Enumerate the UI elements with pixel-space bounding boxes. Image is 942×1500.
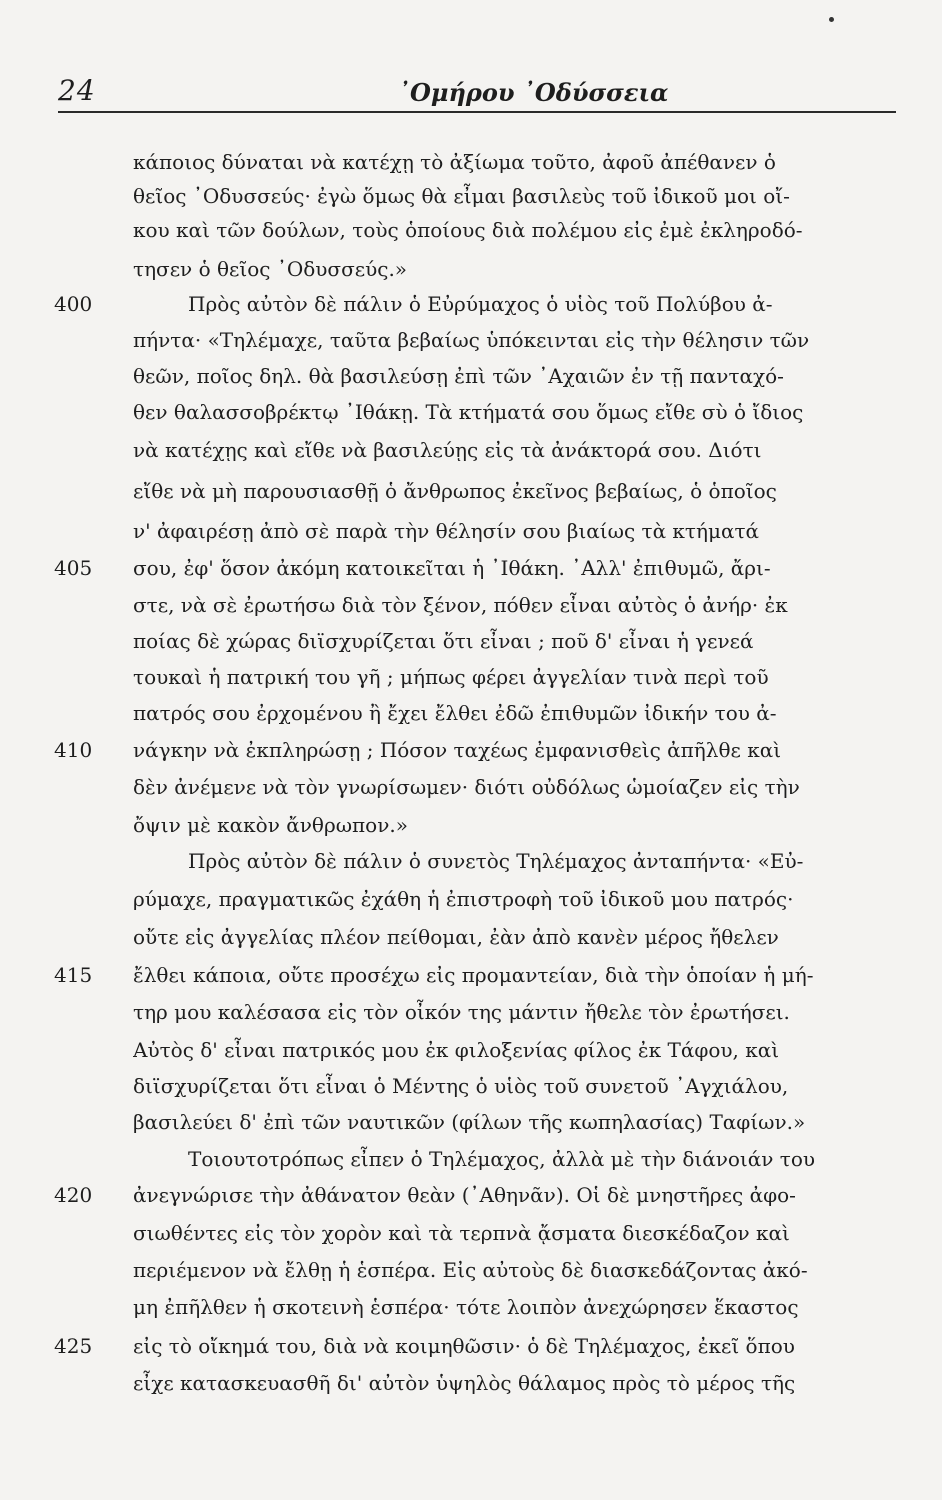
text-line: θεῖος ᾿Οδυσσεύς· ἐγὼ ὅμως θὰ εἶμαι βασιλεὺς τοῦ ἰδικοῦ μοι οἴ- — [133, 184, 790, 208]
line-number: 400 — [54, 292, 93, 316]
text-line: ἀνεγνώρισε τὴν ἀθάνατον θεὰν (᾿Αθηνᾶν). Οἱ δὲ μνηστῆρες ἀφο- — [133, 1183, 796, 1207]
text-line: οὔτε εἰς ἀγγελίας πλέον πείθομαι, ἐὰν ἀπὸ κανὲν μέρος ἤθελεν — [133, 925, 779, 949]
text-line: διϊσχυρίζεται ὅτι εἶναι ὁ Μέντης ὁ υἱὸς τοῦ συνετοῦ ᾿Αγχιάλου, — [133, 1074, 789, 1098]
text-line: κου καὶ τῶν δούλων, τοὺς ὁποίους διὰ πολέμου εἰς ἐμὲ ἐκληροδό- — [133, 218, 803, 242]
text-line: νὰ κατέχῃς καὶ εἴθε νὰ βασιλεύῃς εἰς τὰ ἀνάκτορά σου. Διότι — [133, 438, 762, 462]
text-line: τησεν ὁ θεῖος ᾿Οδυσσεύς.» — [133, 257, 408, 281]
text-line: θεῶν, ποῖος δηλ. θὰ βασιλεύσῃ ἐπὶ τῶν ᾿Αχαιῶν ἐν τῇ πανταχό- — [133, 364, 784, 388]
text-line: πήντα· «Τηλέμαχε, ταῦτα βεβαίως ὑπόκεινται εἰς τὴν θέλησιν τῶν — [133, 328, 810, 352]
text-line: δὲν ἀνέμενε νὰ τὸν γνωρίσωμεν· διότι οὐδόλως ὡμοίαζεν εἰς τὴν — [133, 775, 800, 799]
text-line: στε, νὰ σὲ ἐρωτήσω διὰ τὸν ξένον, πόθεν εἶναι αὐτὸς ὁ ἀνήρ· ἐκ — [133, 593, 788, 617]
text-line: κάποιος δύναται νὰ κατέχῃ τὸ ἀξίωμα τοῦτο, ἀφοῦ ἀπέθανεν ὁ — [133, 150, 776, 174]
text-line: εἶχε κατασκευασθῆ δι' αὐτὸν ὑψηλὸς θάλαμος πρὸς τὸ μέρος τῆς — [133, 1371, 796, 1395]
text-line: Πρὸς αὐτὸν δὲ πάλιν ὁ Εὐρύμαχος ὁ υἱὸς τοῦ Πολύβου ἀ- — [188, 292, 773, 316]
text-line: ρύμαχε, πραγματικῶς ἐχάθη ἡ ἐπιστροφὴ τοῦ ἰδικοῦ μου πατρός· — [133, 887, 794, 911]
text-line: τηρ μου καλέσασα εἰς τὸν οἶκόν της μάντιν ἤθελε τὸν ἐρωτήσει. — [133, 1000, 790, 1024]
text-line: σου, ἐφ' ὅσον ἀκόμη κατοικεῖται ἡ ᾿Ιθάκη. ᾿Αλλ' ἐπιθυμῶ, ἄρι- — [133, 556, 771, 580]
text-line: ὄψιν μὲ κακὸν ἄνθρωπον.» — [133, 813, 408, 837]
ink-dot — [829, 17, 834, 22]
line-number: 420 — [54, 1183, 93, 1207]
text-line: βασιλεύει δ' ἐπὶ τῶν ναυτικῶν (φίλων τῆς κωπηλασίας) Ταφίων.» — [133, 1110, 806, 1134]
text-line: ν' ἀφαιρέσῃ ἀπὸ σὲ παρὰ τὴν θέλησίν σου βιαίως τὰ κτήματά — [133, 519, 760, 543]
text-line: σιωθέντες εἰς τὸν χορὸν καὶ τὰ τερπνὰ ᾄσματα διεσκέδαζον καὶ — [133, 1221, 790, 1245]
page-header — [58, 74, 896, 112]
text-line: νάγκην νὰ ἐκπληρώσῃ ; Πόσον ταχέως ἐμφανισθεὶς ἀπῆλθε καὶ — [133, 738, 782, 762]
line-number: 405 — [54, 556, 93, 580]
text-line: ἔλθει κάποια, οὔτε προσέχω εἰς προμαντείαν, διὰ τὴν ὁποίαν ἡ μή- — [133, 963, 814, 987]
line-number: 410 — [54, 738, 93, 762]
text-line: πατρός σου ἐρχομένου ἢ ἔχει ἔλθει ἐδῶ ἐπιθυμῶν ἰδικήν του ἀ- — [133, 701, 777, 725]
text-line: περιέμενον νὰ ἔλθῃ ἡ ἑσπέρα. Εἰς αὐτοὺς δὲ διασκεδάζοντας ἀκό- — [133, 1258, 808, 1282]
text-line: μη ἐπῆλθεν ἡ σκοτεινὴ ἑσπέρα· τότε λοιπὸν ἀνεχώρησεν ἕκαστος — [133, 1295, 799, 1319]
header-rule — [58, 111, 896, 113]
text-line: Πρὸς αὐτὸν δὲ πάλιν ὁ συνετὸς Τηλέμαχος ἀνταπήντα· «Εὐ- — [188, 849, 804, 873]
running-title: ᾿Ομήρου ᾿Οδύσσεια — [398, 78, 669, 107]
text-line: Αὐτὸς δ' εἶναι πατρικός μου ἐκ φιλοξενίας φίλος ἐκ Τάφου, καὶ — [133, 1038, 780, 1062]
text-line: ποίας δὲ χώρας διϊσχυρίζεται ὅτι εἶναι ; ποῦ δ' εἶναι ἡ γενεά — [133, 629, 754, 653]
page-number: 24 — [58, 74, 96, 107]
text-line: εἰς τὸ οἴκημά του, διὰ νὰ κοιμηθῶσιν· ὁ δὲ Τηλέμαχος, ἐκεῖ ὅπου — [133, 1334, 795, 1358]
line-number: 415 — [54, 963, 93, 987]
text-line: τουκαὶ ἡ πατρική του γῆ ; μήπως φέρει ἀγγελίαν τινὰ περὶ τοῦ — [133, 665, 769, 689]
text-line: Τοιουτοτρόπως εἶπεν ὁ Τηλέμαχος, ἀλλὰ μὲ τὴν διάνοιάν του — [188, 1147, 816, 1171]
line-number: 425 — [54, 1334, 93, 1358]
text-line: θεν θαλασσοβρέκτῳ ᾿Ιθάκῃ. Τὰ κτήματά σου ὅμως εἴθε σὺ ὁ ἴδιος — [133, 400, 804, 424]
text-line: εἴθε νὰ μὴ παρουσιασθῇ ὁ ἄνθρωπος ἐκεῖνος βεβαίως, ὁ ὁποῖος — [133, 479, 777, 503]
